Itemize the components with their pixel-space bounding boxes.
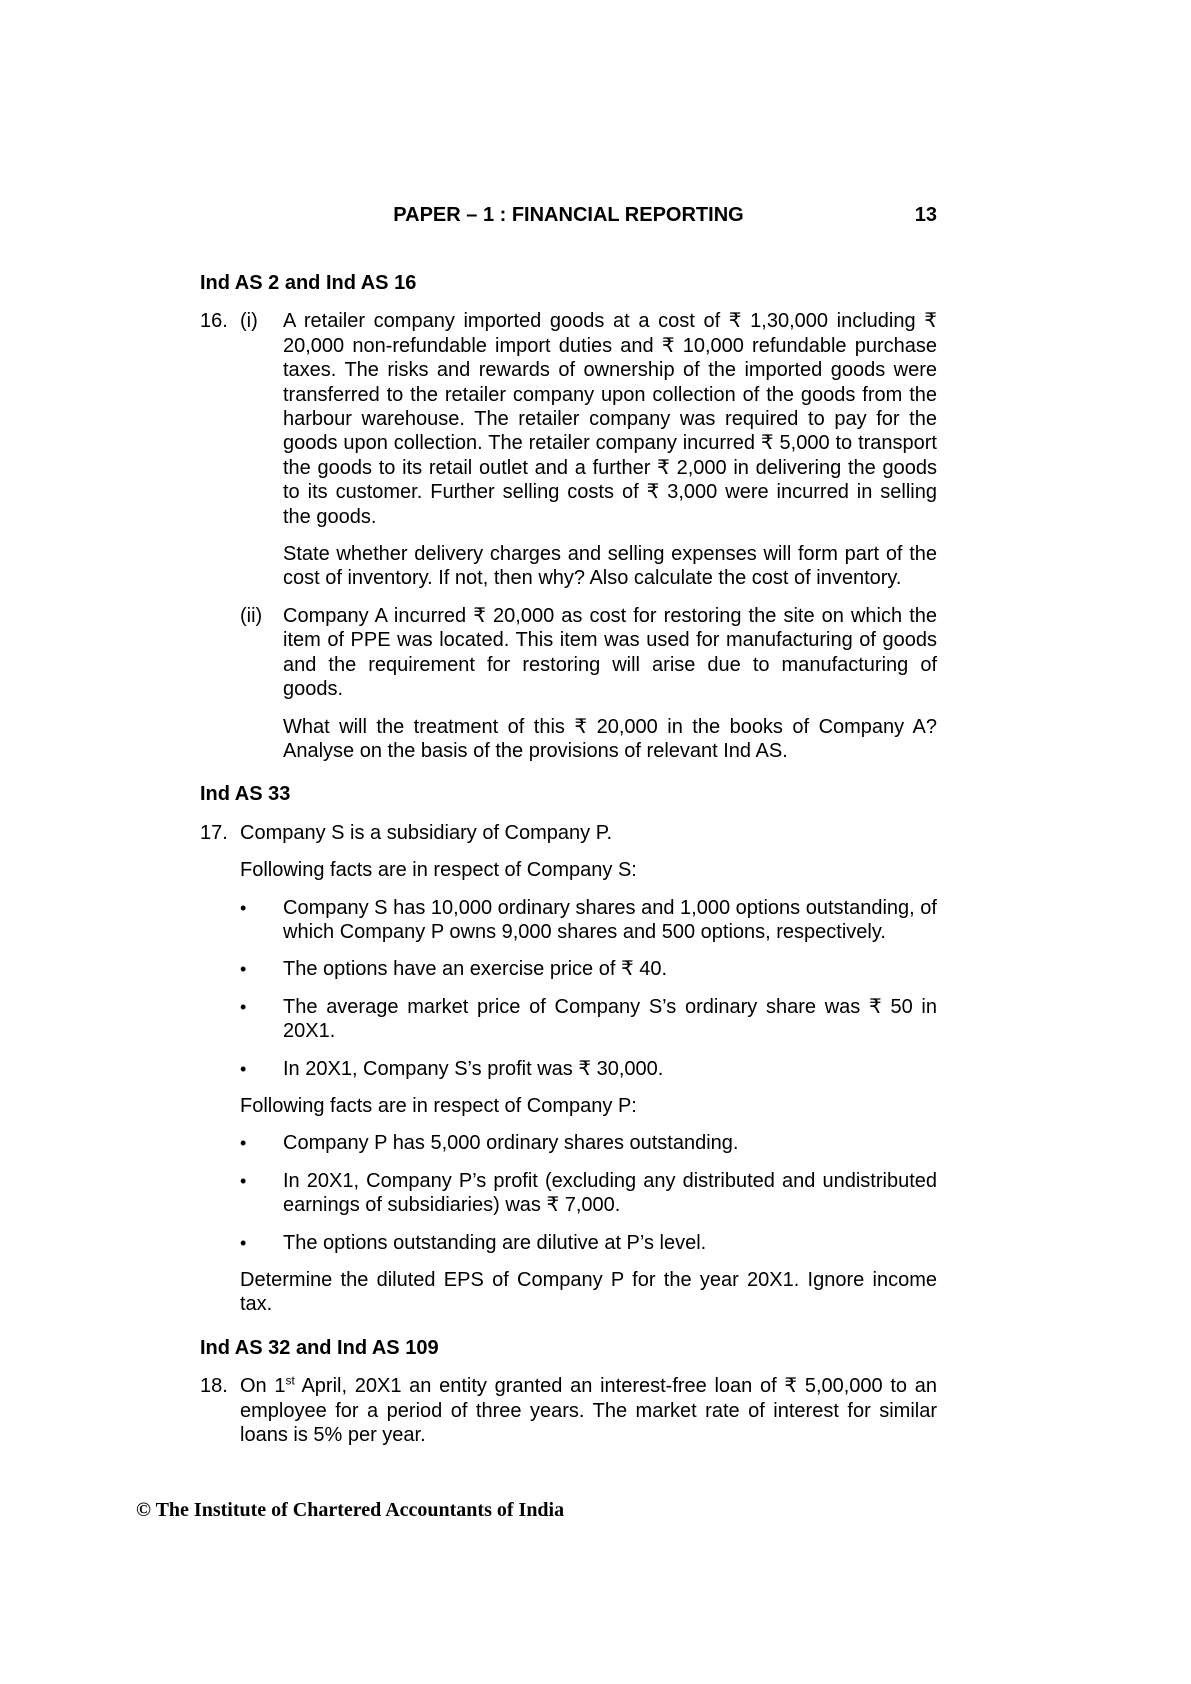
bullet-icon: • <box>240 1232 247 1253</box>
question-16-part-i <box>200 309 937 603</box>
question-number: 17. <box>200 821 228 844</box>
section-heading-ind-as-33: Ind AS 33 <box>200 783 291 806</box>
paragraph: Company S is a subsidiary of Company P. <box>240 821 613 844</box>
question-number: 18. <box>200 1375 228 1398</box>
question-body <box>240 821 937 1330</box>
page-content <box>200 271 937 1460</box>
paragraph: What will the treatment of this ₹ 20,000 in the books of Company A? Analyse on the basis of the provisions of relevant Ind AS. <box>283 715 937 762</box>
bullet-item <box>240 1169 937 1218</box>
copyright-notice: © The Institute of Chartered Accountants of India <box>136 1499 565 1521</box>
bullet-text: Company S has 10,000 ordinary shares and 1,000 options outstanding, of which Company P owns 9,000 shares and 500 options, respectively. <box>283 896 937 943</box>
question-body <box>283 604 937 776</box>
paragraph: Determine the diluted EPS of Company P for the year 20X1. Ignore income tax. <box>240 1269 937 1316</box>
paragraph: Company A incurred ₹ 20,000 as cost for restoring the site on which the item of PPE was located. This item was used for manufacturing of goods and the requirement for restoring will arise due to manufacturing of goods. <box>283 604 937 701</box>
bullet-item <box>240 1231 937 1255</box>
question-17 <box>200 821 937 1330</box>
bullet-icon: • <box>240 1058 247 1079</box>
question-16-part-ii <box>200 604 937 776</box>
bullet-icon: • <box>240 897 247 918</box>
part-label-i: (i) <box>240 310 258 333</box>
bullet-icon: • <box>240 959 247 980</box>
paragraph: Following facts are in respect of Company P: <box>240 1094 637 1117</box>
question-number: 16. <box>200 310 228 333</box>
bullet-text: Company P has 5,000 ordinary shares outstanding. <box>283 1132 739 1155</box>
paragraph-text: April, 20X1 an entity granted an interest-free loan of ₹ 5,00,000 to an employee for a period of three years. The market rate of interest for similar loans is 5% per year. <box>240 1375 937 1447</box>
bullet-text: In 20X1, Company S’s profit was ₹ 30,000. <box>283 1057 664 1080</box>
bullet-item <box>240 1131 937 1155</box>
bullet-icon: • <box>240 1170 247 1191</box>
page-header <box>200 204 937 228</box>
question-body <box>283 309 937 603</box>
bullet-icon: • <box>240 1133 247 1154</box>
page-header-title: PAPER – 1 : FINANCIAL REPORTING <box>393 204 744 226</box>
paragraph: State whether delivery charges and selling expenses will form part of the cost of inventory. If not, then why? Also calculate the cost of inventory. <box>283 543 937 590</box>
page-number: 13 <box>914 204 937 226</box>
paragraph-text: On 1 <box>240 1375 286 1398</box>
bullet-item <box>240 995 937 1044</box>
ordinal-superscript: st <box>285 1373 295 1388</box>
bullet-item <box>240 957 937 981</box>
bullet-text: The options have an exercise price of ₹ 40. <box>283 958 668 981</box>
bullet-text: In 20X1, Company P’s profit (excluding any distributed and undistributed earnings of subsidiaries) was ₹ 7,000. <box>283 1169 937 1217</box>
section-heading-ind-as-2-and-16: Ind AS 2 and Ind AS 16 <box>200 272 417 294</box>
bullet-text: The average market price of Company S’s ordinary share was ₹ 50 in 20X1. <box>283 995 937 1043</box>
paragraph: Following facts are in respect of Company S: <box>240 859 637 882</box>
section-heading-ind-as-32-and-109: Ind AS 32 and Ind AS 109 <box>200 1336 439 1359</box>
bullet-item <box>240 896 937 945</box>
bullet-icon: • <box>240 996 247 1017</box>
paragraph <box>240 1374 937 1447</box>
paragraph: A retailer company imported goods at a cost of ₹ 1,30,000 including ₹ 20,000 non-refundable import duties and ₹ 10,000 refundable purchase taxes. The risks and rewards of ownership of the imported goods were transferred to the retailer company upon collection of the goods from the harbour warehouse. The retailer company was required to pay for the goods upon collection. The retailer company incurred ₹ 5,000 to transport the goods to its retail outlet and a further ₹ 2,000 in delivering the goods to its customer. Further selling costs of ₹ 3,000 were incurred in selling the goods. <box>283 310 937 528</box>
question-body <box>240 1374 937 1460</box>
bullet-text: The options outstanding are dilutive at P’s level. <box>283 1231 707 1254</box>
part-label-ii: (ii) <box>240 604 263 627</box>
bullet-item <box>240 1057 937 1081</box>
question-18 <box>200 1374 937 1460</box>
